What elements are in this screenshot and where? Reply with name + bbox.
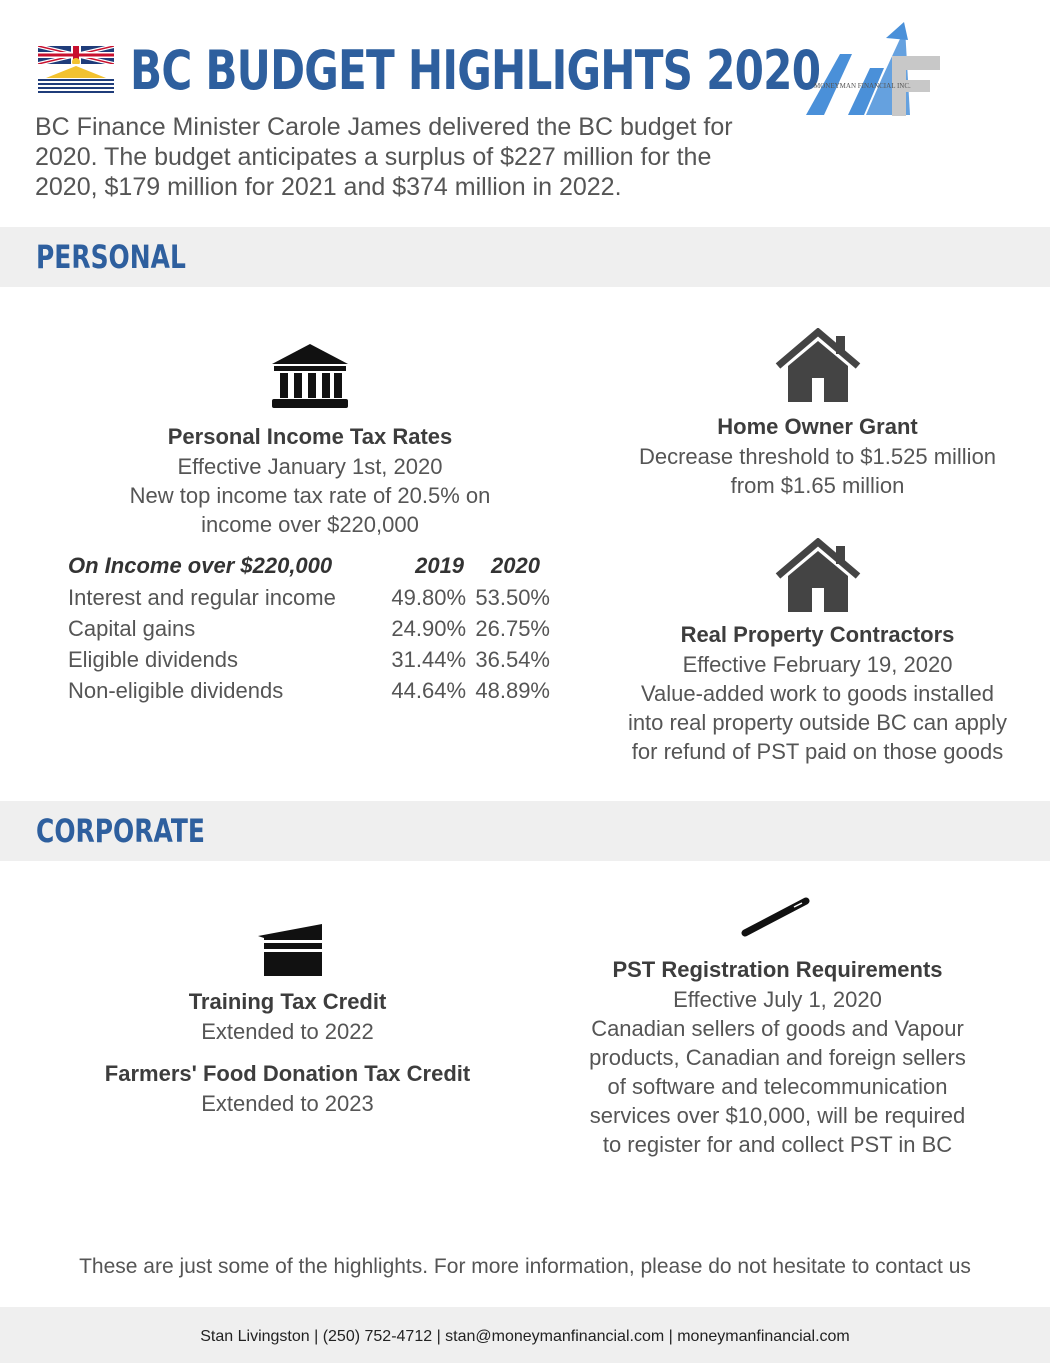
real-property-line: Value-added work to goods installed xyxy=(640,681,995,706)
house-icon xyxy=(774,538,862,613)
table-row xyxy=(68,613,568,644)
pen-icon xyxy=(740,895,812,939)
table-cell: 53.50% xyxy=(475,584,550,610)
pst-line: to register for and collect PST in BC xyxy=(602,1132,953,1157)
contact-line: Stan Livingston | (250) 752-4712 | stan@moneymanfinancial.com | moneymanfinancial.com xyxy=(200,1328,850,1345)
intro-line: 2020, $179 million for 2021 and $374 million in 2022. xyxy=(35,173,622,201)
income-tax-block xyxy=(90,422,530,539)
logo-text: MONEYMAN FINANCIAL INC. xyxy=(814,82,911,90)
table-header-cell: 2019 xyxy=(415,553,465,578)
pst-line: Effective July 1, 2020 xyxy=(673,987,882,1012)
table-cell: 31.44% xyxy=(391,646,467,672)
table-cell: 24.90% xyxy=(391,615,467,641)
income-tax-line: Effective January 1st, 2020 xyxy=(177,454,443,479)
table-header-row xyxy=(68,550,568,582)
farmers-title: Farmers' Food Donation Tax Credit xyxy=(104,1061,471,1086)
table-cell: 49.80% xyxy=(391,584,467,610)
real-property-line: into real property outside BC can apply xyxy=(627,710,1008,735)
tax-rate-table xyxy=(68,550,568,706)
bc-flag-icon xyxy=(38,46,114,94)
real-property-line: for refund of PST paid on those goods xyxy=(631,739,1004,764)
real-property-title: Real Property Contractors xyxy=(680,622,955,647)
pst-line: services over $10,000, will be required xyxy=(589,1103,966,1128)
home-owner-title: Home Owner Grant xyxy=(717,414,918,439)
home-owner-line: from $1.65 million xyxy=(730,473,905,498)
pst-line: of software and telecommunication xyxy=(607,1074,948,1099)
table-header-cell: 2020 xyxy=(491,553,540,578)
moneyman-financial-logo xyxy=(800,18,945,118)
table-cell: Interest and regular income xyxy=(68,584,336,610)
table-cell: Capital gains xyxy=(68,615,196,641)
table-cell: 36.54% xyxy=(475,646,550,672)
income-tax-title: Personal Income Tax Rates xyxy=(167,424,453,449)
pst-title: PST Registration Requirements xyxy=(612,957,943,982)
intro-line: BC Finance Minister Carole James delivered the BC budget for xyxy=(35,113,733,141)
real-property-line: Effective February 19, 2020 xyxy=(682,652,953,677)
home-owner-line: Decrease threshold to $1.525 million xyxy=(638,444,997,469)
table-cell: 44.64% xyxy=(391,677,467,703)
table-row xyxy=(68,644,568,675)
farmers-block xyxy=(90,1059,485,1118)
training-line: Extended to 2022 xyxy=(201,1019,374,1044)
intro-line: 2020. The budget anticipates a surplus of $227 million for the xyxy=(35,143,712,171)
farmers-line: Extended to 2023 xyxy=(201,1091,374,1116)
page-title: BC BUDGET HIGHLIGHTS 2020 xyxy=(130,39,821,102)
factory-icon xyxy=(256,922,326,978)
table-cell: 48.89% xyxy=(475,677,550,703)
pst-line: Canadian sellers of goods and Vapour xyxy=(591,1016,964,1041)
table-cell: Non-eligible dividends xyxy=(68,677,284,703)
corporate-section-label: CORPORATE xyxy=(36,812,205,850)
income-tax-line: New top income tax rate of 20.5% on xyxy=(129,483,491,508)
footer-note: These are just some of the highlights. For more information, please do not hesitate to contact us xyxy=(79,1255,971,1278)
real-property-block xyxy=(605,620,1030,766)
pst-block xyxy=(570,955,985,1159)
pst-line: products, Canadian and foreign sellers xyxy=(589,1045,966,1070)
table-row xyxy=(68,675,568,706)
training-title: Training Tax Credit xyxy=(188,989,387,1014)
table-cell: Eligible dividends xyxy=(68,646,238,672)
training-block xyxy=(90,987,485,1046)
house-icon xyxy=(774,328,862,403)
home-owner-block xyxy=(610,412,1025,500)
table-cell: 26.75% xyxy=(475,615,550,641)
table-row xyxy=(68,582,568,613)
table-header-cell: On Income over $220,000 xyxy=(68,553,333,578)
personal-section-label: PERSONAL xyxy=(36,238,186,276)
intro-paragraph xyxy=(35,112,755,202)
bank-building-icon xyxy=(268,342,352,410)
income-tax-line: income over $220,000 xyxy=(201,512,419,537)
